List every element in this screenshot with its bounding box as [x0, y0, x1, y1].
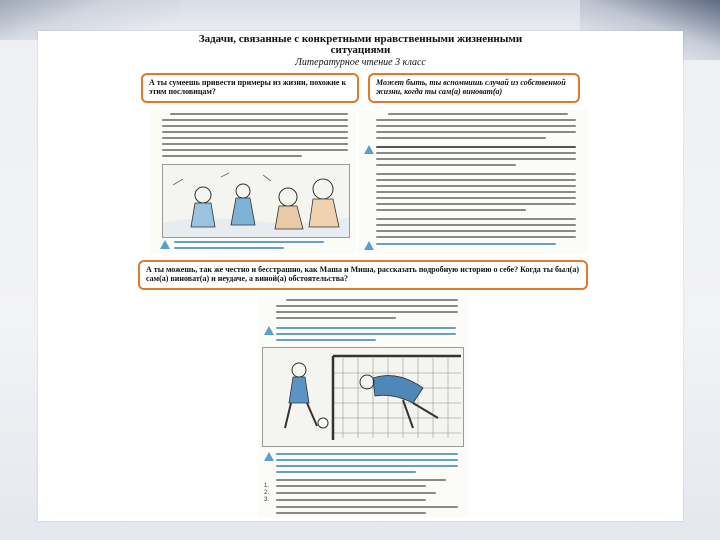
text-line [376, 119, 576, 121]
text-line [276, 479, 446, 481]
callout-proverbs-question: А ты сумеешь привести примеры из жизни, похожие к этим пословицам? [141, 73, 359, 103]
text-line [376, 236, 576, 238]
list-number: 3. [264, 497, 270, 503]
text-line [376, 209, 526, 211]
text-line [376, 146, 576, 148]
question-marker-icon [364, 145, 374, 154]
text-line [376, 137, 546, 139]
text-line [276, 485, 426, 487]
illustration-goalkeeper-drawing [263, 348, 463, 446]
text-line [276, 465, 458, 467]
text-line [162, 131, 348, 133]
slide [38, 31, 683, 521]
list-number: 1. [264, 483, 270, 489]
text-line [376, 224, 576, 226]
text-line [162, 125, 348, 127]
text-line [286, 299, 458, 301]
text-line [276, 305, 458, 307]
text-line [276, 317, 396, 319]
slide-subtitle: Литературное чтение 3 класс [295, 57, 426, 68]
text-line [276, 512, 426, 514]
text-line [162, 119, 348, 121]
text-line [276, 506, 458, 508]
text-line [162, 137, 348, 139]
text-line [376, 152, 576, 154]
text-line [276, 492, 436, 494]
text-line [170, 113, 348, 115]
text-line [276, 333, 456, 335]
text-line [376, 197, 576, 199]
question-marker-icon [264, 452, 274, 461]
text-line [376, 164, 516, 166]
left-footer-question-line-2 [174, 247, 284, 249]
text-line [376, 185, 576, 187]
slide-title [38, 34, 683, 56]
textbook-page-right [358, 109, 588, 253]
text-line [162, 143, 348, 145]
text-line [376, 158, 576, 160]
text-line [376, 131, 576, 133]
text-line [388, 113, 568, 115]
text-line [276, 453, 458, 455]
text-line [376, 191, 576, 193]
text-line [376, 125, 576, 127]
text-line [376, 218, 576, 220]
text-line [376, 179, 576, 181]
text-line [276, 499, 426, 501]
text-line [276, 459, 458, 461]
text-line [376, 230, 576, 232]
textbook-page-left [150, 109, 356, 253]
textbook-page-bottom [258, 295, 468, 517]
illustration-children-snow [162, 164, 350, 238]
question-marker-icon [364, 241, 374, 250]
question-marker-icon [264, 326, 274, 335]
slide-title-line-2: ситуациями [330, 44, 391, 56]
text-line [376, 173, 576, 175]
left-footer-question [174, 241, 324, 243]
question-marker-icon [160, 240, 170, 249]
slide-title-line-1: Задачи, связанные с конкретными нравственными жизненными [198, 33, 523, 45]
callout-story-question: А ты можешь, так же честно и бесстрашно, как Маша и Миша, рассказать подробную историю о себе? Когда ты был(а) сам(а) виноват(а) и неудаче, а виной(а) обстоятельства? [138, 260, 588, 290]
callout-own-fault-question: Может быть, ты вспомнишь случай из собственной жизни, когда ты сам(а) виноват(а) [368, 73, 580, 103]
text-line [276, 339, 376, 341]
text-line [276, 471, 416, 473]
illustration-children-snow-drawing [163, 165, 349, 237]
illustration-goalkeeper [262, 347, 464, 447]
text-line [376, 203, 576, 205]
text-line [162, 155, 302, 157]
text-line [276, 327, 456, 329]
text-line [162, 149, 348, 151]
text-line [276, 311, 458, 313]
right-footer-question [376, 243, 556, 245]
list-number: 2. [264, 490, 270, 496]
